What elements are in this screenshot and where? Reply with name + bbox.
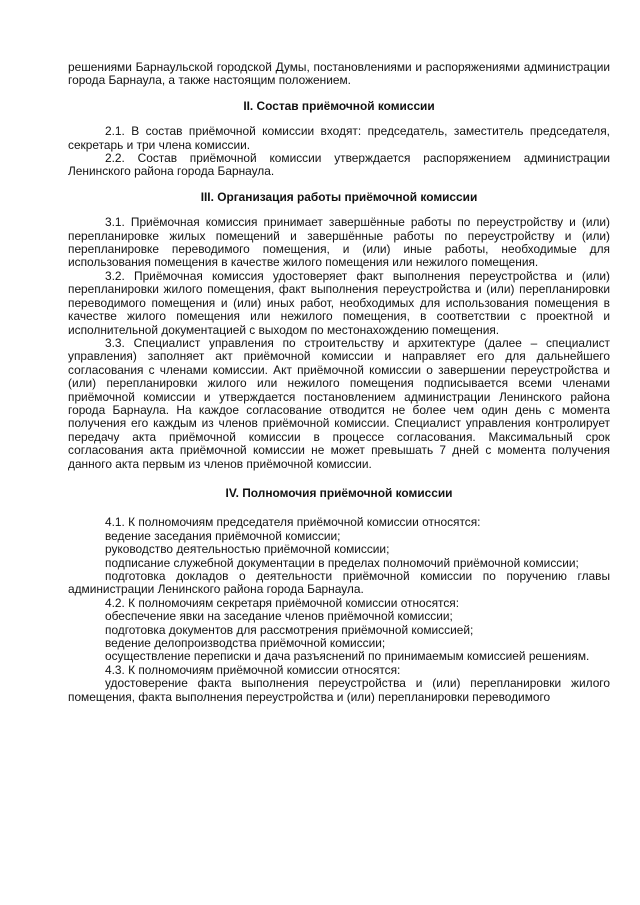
paragraph-2-2: 2.2. Состав приёмочной комиссии утверждается распоряжением администрации Ленинского района города Барнаула.	[68, 151, 610, 179]
list-item: руководство деятельностью приёмочной комиссии;	[105, 542, 390, 557]
intro-paragraph: решениями Барнаульской городской Думы, постановлениями и распоряжениями администрации города Барнаула, а также настоящим положением.	[68, 60, 610, 88]
paragraph-4-1: 4.1. К полномочиям председателя приёмочной комиссии относятся:	[105, 515, 481, 530]
paragraph-3-1: 3.1. Приёмочная комиссия принимает завершённые работы по переустройству и (или) перепланировке жилых помещений и завершённые работы по переустройству и (или) перепланировке переводимого помещения, и (или) иные работы, необходимые для использования помещения в качестве жилого помещения или нежилого помещения.	[68, 215, 610, 270]
paragraph-3-3: 3.3. Специалист управления по строительству и архитектуре (далее – специалист управления) заполняет акт приёмочной комиссии и направляет его для дальнейшего согласования с членами комиссии. Акт приёмочной комиссии о завершении переустройства и (или) перепланировки жилого или нежилого помещения подписывается всеми членами приёмочной комиссии и утверждается постановлением администрации Ленинского района города Барнаула. На каждое согласование отводится не более чем один день с момента получения его каждым из членов приёмочной комиссии. Специалист управления контролирует передачу акта приёмочной комиссии в процессе согласования. Максимальный срок согласования акта приёмочной комиссии не может превышать 7 дней с момента получения данного акта первым из членов приёмочной комиссии.	[68, 335, 610, 471]
paragraph-4-3: 4.3. К полномочиям приёмочной комиссии относятся:	[105, 662, 401, 677]
paragraph-3-2: 3.2. Приёмочная комиссия удостоверяет факт выполнения переустройства и (или) перепланировки жилого помещения, факт выполнения переустройства и (или) перепланировки переводимого помещения и (или) иных работ, необходимых для использования помещения в качестве жилого помещения или нежилого помещения, в соответствии с проектной и исполнительной документацией с выходом по местонахождению помещения.	[68, 268, 610, 337]
list-item: подготовка документов для рассмотрения приёмочной комиссией;	[105, 622, 474, 637]
section-3-title: III. Организация работы приёмочной комиссии	[200, 189, 478, 204]
list-item: ведение заседания приёмочной комиссии;	[105, 528, 341, 543]
document-body	[68, 61, 610, 704]
section-4-title: IV. Полномочия приёмочной комиссии	[225, 485, 453, 500]
list-item: осуществление переписки и дача разъяснений по принимаемым комиссией решениям.	[105, 649, 590, 664]
list-item: подготовка докладов о деятельности приёмочной комиссии по поручению главы администрации Ленинского района города Барнаула.	[68, 569, 610, 597]
section-2-title: II. Состав приёмочной комиссии	[243, 98, 435, 113]
list-item: удостоверение факта выполнения переустройства и (или) перепланировки жилого помещения, факта выполнения переустройства и (или) перепланировки переводимого	[68, 676, 610, 704]
paragraph-4-2: 4.2. К полномочиям секретаря приёмочной комиссии относятся:	[105, 595, 460, 610]
paragraph-2-1: 2.1. В состав приёмочной комиссии входят: председатель, заместитель председателя, секретарь и три члена комиссии.	[68, 124, 610, 152]
list-item: ведение делопроизводства приёмочной комиссии;	[105, 636, 386, 651]
list-item: подписание служебной документации в пределах полномочий приёмочной комиссии;	[105, 555, 579, 570]
list-item: обеспечение явки на заседание членов приёмочной комиссии;	[105, 609, 453, 624]
